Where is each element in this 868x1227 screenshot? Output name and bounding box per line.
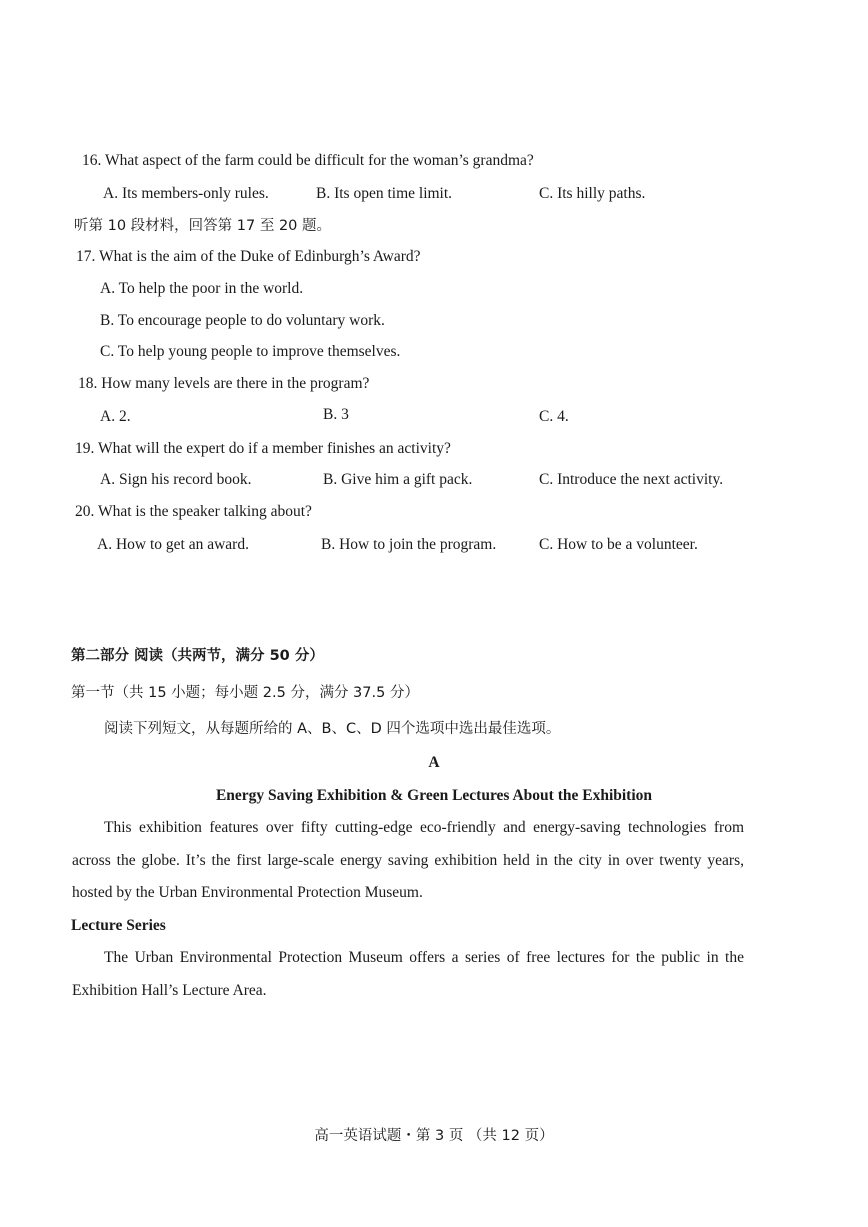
q19-option-b: B. Give him a gift pack.	[323, 471, 473, 488]
q17-option-b: B. To encourage people to do voluntary work.	[100, 312, 385, 329]
q20-option-b: B. How to join the program.	[321, 536, 497, 553]
q17-option-a: A. To help the poor in the world.	[100, 280, 304, 297]
q19-option-a: A. Sign his record book.	[100, 471, 252, 488]
q18-option-a: A. 2.	[100, 408, 131, 425]
passage-letter: A	[428, 754, 440, 771]
question-17: 17. What is the aim of the Duke of Edinburgh’s Award?	[76, 248, 421, 265]
passage-title: Energy Saving Exhibition & Green Lectures About the Exhibition	[215, 787, 653, 804]
passage-paragraph-2: The Urban Environmental Protection Museum offers a series of free lectures for the public in the Exhibition Hall’s Lecture Area.	[72, 949, 744, 999]
question-20: 20. What is the speaker talking about?	[75, 503, 312, 520]
lecture-series-heading: Lecture Series	[71, 917, 166, 934]
question-18: 18. How many levels are there in the program?	[78, 375, 370, 392]
page-footer: 高一英语试题・第 3 页 （共 12 页）	[314, 1128, 554, 1144]
q18-option-b: B. 3	[323, 406, 349, 423]
q16-option-a: A. Its members-only rules.	[103, 185, 269, 202]
q17-option-c: C. To help young people to improve themselves.	[100, 343, 401, 360]
part-two-title: 第二部分 阅读（共两节，满分 50 分）	[71, 648, 324, 664]
q18-option-c: C. 4.	[539, 408, 569, 425]
material-10-instruction: 听第 10 段材料，回答第 17 至 20 题。	[74, 218, 332, 234]
section-one-title: 第一节（共 15 小题；每小题 2.5 分，满分 37.5 分）	[71, 685, 419, 701]
reading-instruction: 阅读下列短文，从每题所给的 A、B、C、D 四个选项中选出最佳选项。	[104, 721, 561, 737]
q19-option-c: C. Introduce the next activity.	[539, 471, 724, 488]
q20-option-c: C. How to be a volunteer.	[539, 536, 698, 553]
q20-option-a: A. How to get an award.	[97, 536, 249, 553]
passage-paragraph-1: This exhibition features over fifty cutting-edge eco-friendly and energy-saving technologies from across the globe. It’s the first large-scale energy saving exhibition held in the city in over twenty years, hosted by the Urban Environmental Protection Museum.	[72, 819, 744, 901]
question-16: 16. What aspect of the farm could be difficult for the woman’s grandma?	[82, 152, 534, 169]
q16-option-c: C. Its hilly paths.	[539, 185, 646, 202]
q16-option-b: B. Its open time limit.	[316, 185, 453, 202]
question-19: 19. What will the expert do if a member finishes an activity?	[75, 440, 451, 457]
